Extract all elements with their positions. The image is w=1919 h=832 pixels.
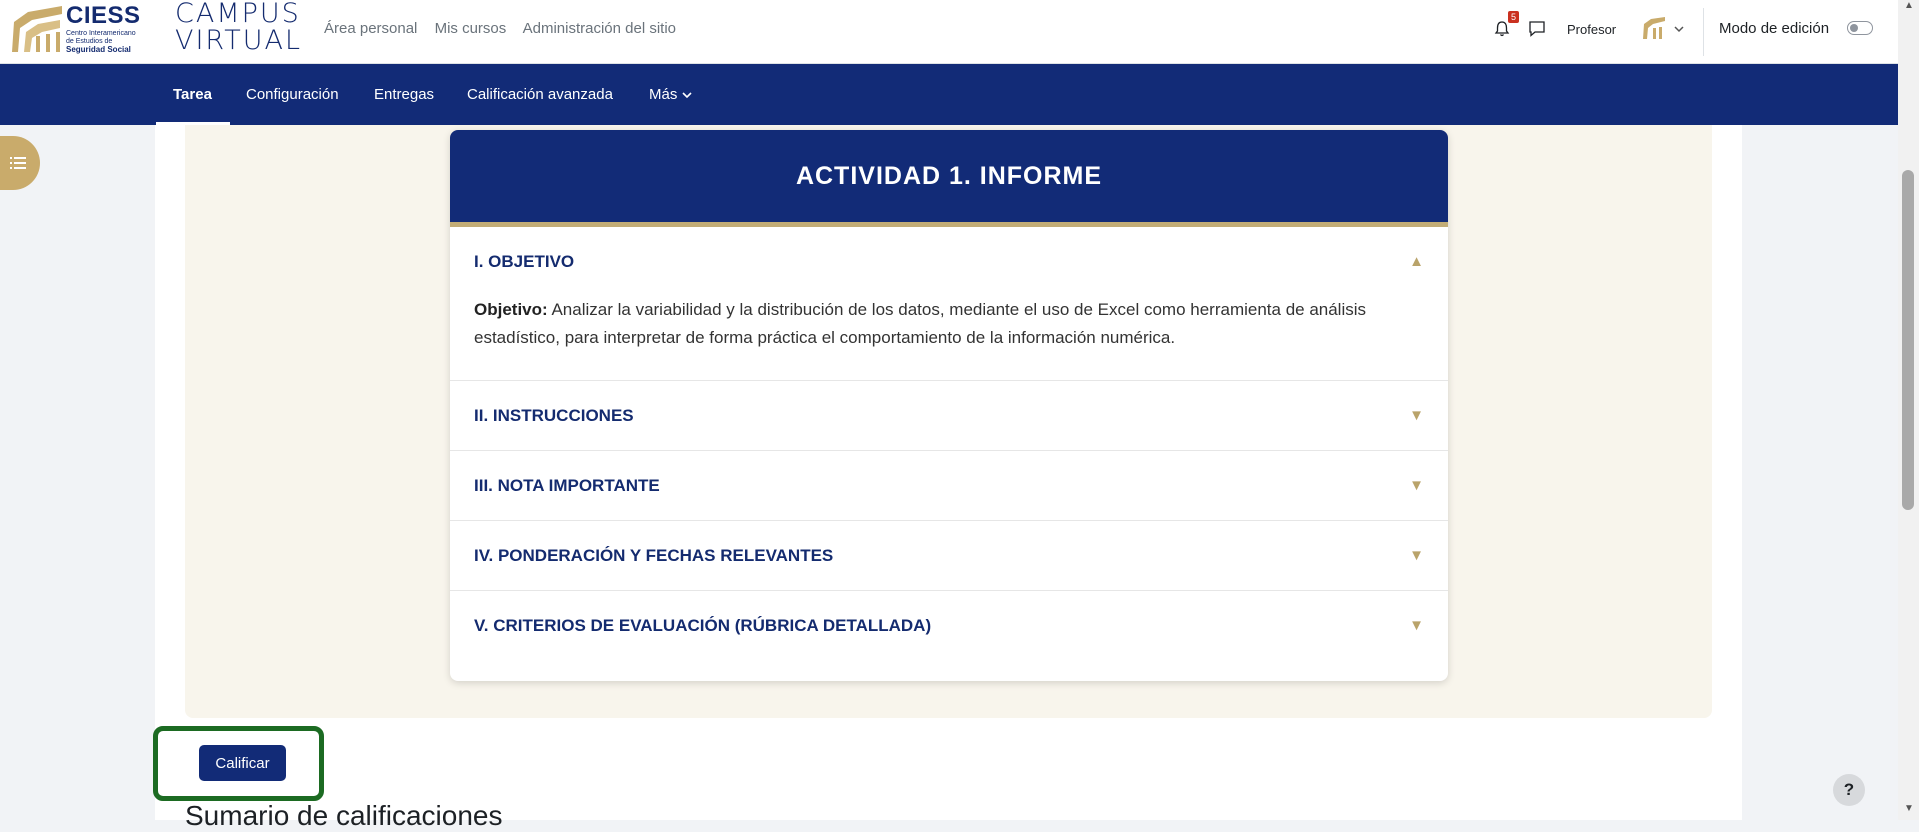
accordion-header-objetivo[interactable]: [450, 227, 1448, 296]
accordion-title: V. CRITERIOS DE EVALUACIÓN (RÚBRICA DETALLADA): [474, 615, 932, 635]
nav-link-mis-cursos[interactable]: Mis cursos: [434, 20, 507, 37]
edit-mode-label: Modo de edición: [1719, 20, 1830, 37]
nav-link-area-personal[interactable]: Área personal: [324, 20, 418, 37]
notification-count-badge: 5: [1508, 11, 1519, 23]
accordion-title: IV. PONDERACIÓN Y FECHAS RELEVANTES: [474, 545, 834, 565]
accordion-section-objetivo: [450, 227, 1448, 381]
accordion-title: II. INSTRUCCIONES: [474, 405, 634, 425]
ciess-subtitle-line1: Centro Interamericano: [66, 30, 136, 37]
accordion-title: III. NOTA IMPORTANTE: [474, 475, 660, 495]
user-avatar[interactable]: [1641, 15, 1667, 41]
tab-mas-label: Más: [649, 86, 678, 103]
scroll-up-icon[interactable]: ▲: [1904, 0, 1914, 11]
accordion-header-instrucciones[interactable]: [450, 381, 1448, 450]
triangle-up-icon: ▲: [1409, 253, 1424, 270]
assignment-card-header: [450, 130, 1448, 227]
accordion-header-criterios[interactable]: [450, 591, 1448, 660]
objective-text: Analizar la variabilidad y la distribución de los datos, mediante el uso de Excel como herramienta de análisis estadístico, para interpretar de forma práctica el comportamiento de la información numérica.: [474, 300, 1367, 347]
navbar-divider: [1703, 8, 1704, 56]
nav-link-administracion[interactable]: Administración del sitio: [522, 20, 677, 37]
list-icon: [10, 156, 26, 170]
ciess-emblem-icon: [8, 2, 66, 56]
ciess-subtitle-line2: de Estudios de: [66, 38, 113, 45]
edit-mode-toggle[interactable]: [1847, 21, 1873, 35]
scrollbar-thumb[interactable]: [1902, 170, 1914, 510]
campus-logo-line2: VIRTUAL: [175, 25, 302, 56]
accordion-body-objetivo: [450, 296, 1448, 380]
secondary-nav: [0, 64, 1898, 125]
tab-configuracion[interactable]: Configuración: [246, 86, 339, 103]
ciess-subtitle-line3: Seguridad Social: [66, 45, 131, 54]
accordion-title: I. OBJETIVO: [474, 251, 575, 271]
accordion-header-nota-importante[interactable]: [450, 451, 1448, 520]
tab-mas[interactable]: [649, 86, 692, 103]
accordion-section-nota-importante: [450, 451, 1448, 521]
accordion-section-ponderacion: [450, 521, 1448, 591]
tab-calificacion-avanzada[interactable]: Calificación avanzada: [467, 86, 613, 103]
chevron-down-icon[interactable]: [1674, 24, 1684, 34]
user-name[interactable]: Profesor: [1567, 22, 1617, 37]
campus-logo-line1: CAMPUS: [175, 0, 301, 29]
accordion-section-instrucciones: [450, 381, 1448, 451]
tab-entregas[interactable]: Entregas: [374, 86, 435, 103]
campus-virtual-logo[interactable]: [175, 0, 302, 54]
grade-button[interactable]: Calificar: [199, 745, 286, 781]
scroll-down-icon[interactable]: ▼: [1904, 803, 1914, 814]
triangle-down-icon: ▼: [1409, 407, 1424, 424]
ciess-subtitle: [66, 30, 146, 55]
primary-nav: [324, 20, 689, 37]
chevron-down-icon: [682, 91, 692, 99]
tab-tarea[interactable]: Tarea: [173, 86, 212, 103]
top-navbar: [0, 0, 1898, 64]
triangle-down-icon: ▼: [1409, 477, 1424, 494]
assignment-card: [450, 130, 1448, 681]
triangle-down-icon: ▼: [1409, 617, 1424, 634]
help-button[interactable]: ?: [1833, 774, 1865, 806]
accordion-section-criterios: [450, 591, 1448, 660]
accordion-header-ponderacion[interactable]: [450, 521, 1448, 590]
ciess-logo[interactable]: [8, 2, 148, 56]
ciess-wordmark: CIESS: [66, 2, 141, 29]
triangle-down-icon: ▼: [1409, 547, 1424, 564]
course-index-toggle[interactable]: [0, 136, 40, 190]
chat-icon[interactable]: [1528, 20, 1546, 38]
assignment-title: ACTIVIDAD 1. INFORME: [795, 161, 1103, 190]
objective-label: Objetivo:: [474, 300, 548, 319]
grading-summary-heading: Sumario de calificaciones: [185, 800, 503, 831]
